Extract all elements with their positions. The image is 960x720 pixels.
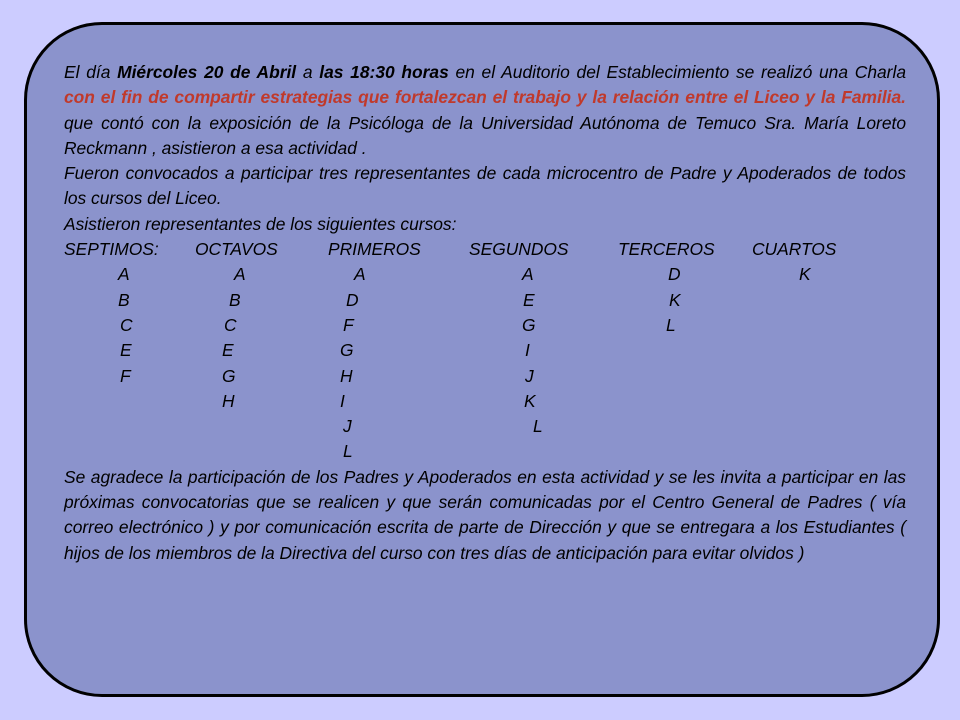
primeros-letter: D — [346, 289, 359, 310]
course-header-segundos: SEGUNDOS — [469, 239, 569, 260]
course-header-octavos: OCTAVOS — [195, 239, 278, 260]
course-letters-grid — [64, 262, 906, 464]
intro-text-1: El día — [64, 62, 118, 82]
segundos-letter: I — [525, 340, 530, 361]
intro-text-3: en el Auditorio del Establecimiento se realizó una Charla — [448, 62, 906, 82]
octavos-letter: H — [222, 390, 235, 411]
event-time: las 18:30 horas — [319, 62, 449, 82]
septimos-letter: F — [120, 365, 131, 386]
septimos-letter: E — [120, 340, 132, 361]
intro-text-4: que contó con la exposición de la Psicóloga de la Universidad Autónoma de Temuco Sra. María Loreto Reckmann , asistieron a esa actividad . — [64, 112, 906, 158]
asistieron-paragraph: Asistieron representantes de los siguientes cursos: — [64, 213, 457, 234]
closing-paragraph: Se agradece la participación de los Padres y Apoderados en esta actividad y se les invita a participar en las próximas convocatorias que se realicen y que serán comunicadas por el Centro General de Padres ( vía correo electrónico ) y por comunicación escrita de parte de Dirección y que se entregara a los Estudiantes ( hijos de los miembros de la Directiva del curso con tres días de anticipación para evitar olvidos ) — [64, 466, 906, 563]
primeros-letter: A — [354, 264, 366, 285]
document-body — [64, 60, 906, 566]
cuartos-letter: K — [799, 264, 811, 285]
septimos-letter: B — [118, 289, 130, 310]
course-headers — [64, 237, 906, 262]
primeros-letter: G — [340, 340, 354, 361]
segundos-letter: J — [525, 365, 534, 386]
octavos-letter: E — [222, 340, 234, 361]
primeros-letter: I — [340, 390, 345, 411]
segundos-letter: G — [522, 314, 536, 335]
octavos-letter: G — [222, 365, 236, 386]
course-header-septimos: SEPTIMOS: — [64, 239, 159, 260]
septimos-letter: A — [118, 264, 130, 285]
primeros-letter: L — [343, 441, 353, 462]
convocados-paragraph: Fueron convocados a participar tres representantes de cada microcentro de Padre y Apoderados de todos los cursos del Liceo. — [64, 163, 906, 209]
septimos-letter: C — [120, 314, 133, 335]
intro-text-2: a — [296, 62, 320, 82]
course-header-cuartos: CUARTOS — [752, 239, 837, 260]
primeros-letter: J — [343, 416, 352, 437]
terceros-letter: K — [669, 289, 681, 310]
primeros-letter: H — [340, 365, 353, 386]
course-header-primeros: PRIMEROS — [328, 239, 421, 260]
event-date: Miércoles 20 de Abril — [117, 62, 297, 82]
terceros-letter: D — [668, 264, 681, 285]
intro-paragraph — [64, 60, 906, 161]
octavos-letter: A — [234, 264, 246, 285]
octavos-letter: B — [229, 289, 241, 310]
segundos-letter: K — [524, 390, 536, 411]
segundos-letter: A — [522, 264, 534, 285]
primeros-letter: F — [343, 314, 354, 335]
segundos-letter: E — [523, 289, 535, 310]
terceros-letter: L — [666, 314, 676, 335]
event-purpose: con el fin de compartir estrategias que fortalezcan el trabajo y la relación entre el Liceo y la Familia. — [64, 87, 906, 108]
course-header-terceros: TERCEROS — [618, 239, 715, 260]
segundos-letter: L — [533, 416, 543, 437]
octavos-letter: C — [224, 314, 237, 335]
